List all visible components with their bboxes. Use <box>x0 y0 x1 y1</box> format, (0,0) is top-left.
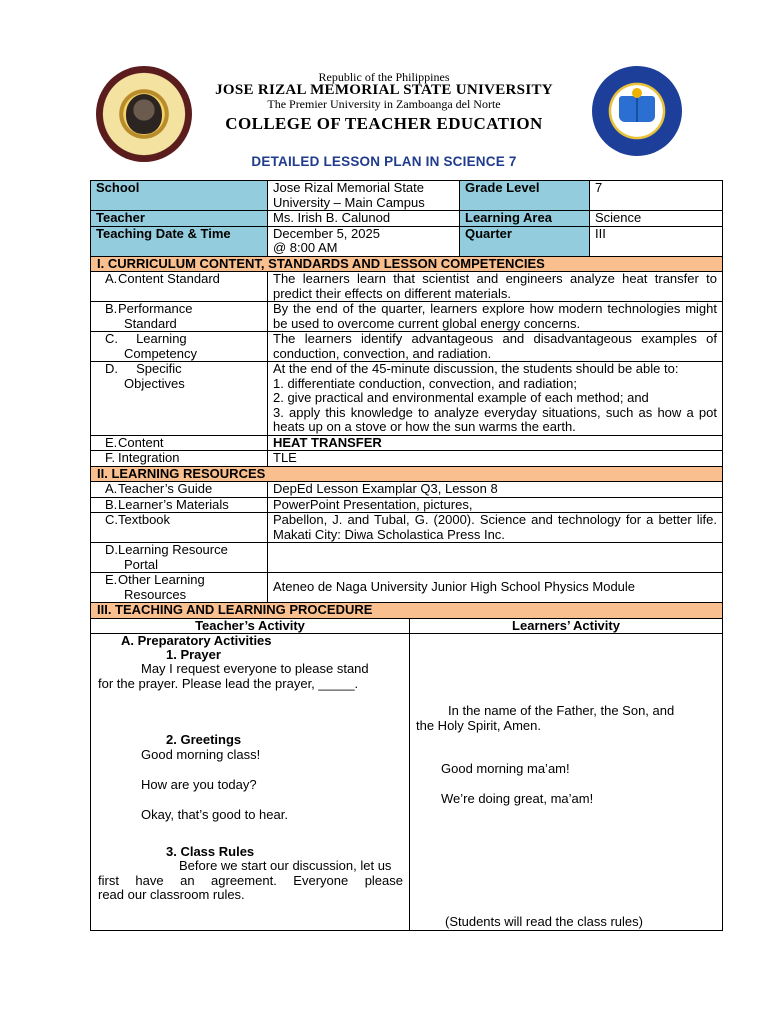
school-label: School <box>91 181 268 211</box>
lesson-plan-table <box>90 180 723 931</box>
learning-resource-portal-value <box>268 543 723 573</box>
learning-area-value: Science <box>590 211 723 227</box>
learning-resource-portal-label-1: Learning Resource <box>118 542 228 557</box>
class-rules-line-2: first have an agreement. Everyone please <box>98 873 403 888</box>
info-row-teacher <box>91 211 723 227</box>
performance-standard-letter: B. <box>105 301 118 316</box>
document-title: DETAILED LESSON PLAN IN SCIENCE 7 <box>251 154 517 169</box>
teachers-guide-label-text: Teacher’s Guide <box>118 481 213 496</box>
teachers-guide-value: DepEd Lesson Examplar Q3, Lesson 8 <box>268 482 723 498</box>
teachers-activity-header: Teacher’s Activity <box>91 618 410 634</box>
greeting-response-1: Good morning ma’am! <box>441 761 570 776</box>
preparatory-activities-heading: A. Preparatory Activities <box>121 633 272 648</box>
teaching-date-line-2: @ 8:00 AM <box>273 240 338 255</box>
document-header <box>0 0 768 150</box>
info-row-school <box>91 181 723 211</box>
performance-standard-label <box>91 302 268 332</box>
content-label-text: Content <box>118 434 164 450</box>
procedure-row <box>91 634 723 931</box>
college-seal-logo <box>592 66 682 156</box>
learning-resource-portal-label <box>91 543 268 573</box>
objectives-intro: At the end of the 45-minute discussion, the students should be able to: <box>273 361 679 376</box>
teachers-activity-cell <box>91 634 410 931</box>
section-2-header-row <box>91 466 723 482</box>
learning-competency-label-2: Competency <box>124 345 197 361</box>
greeting-line-3: Okay, that’s good to hear. <box>141 807 288 822</box>
specific-objectives-label-2: Objectives <box>124 375 185 391</box>
learning-resource-portal-letter: D. <box>105 542 118 557</box>
textbook-label <box>91 513 268 543</box>
teachers-guide-label <box>91 482 268 498</box>
learning-competency-label <box>91 332 268 362</box>
other-resources-letter: E. <box>105 572 118 587</box>
integration-value: TLE <box>268 451 723 467</box>
section-2-title: II. LEARNING RESOURCES <box>91 466 723 482</box>
prayer-heading: 1. Prayer <box>166 647 221 662</box>
teacher-value: Ms. Irish B. Calunod <box>268 211 460 227</box>
greeting-line-2: How are you today? <box>141 777 257 792</box>
learning-competency-label-1: Learning <box>136 331 187 346</box>
performance-standard-value: By the end of the quarter, learners explore how modern technologies might be used to overcome current global energy concerns. <box>268 302 723 332</box>
learners-activity-header: Learners’ Activity <box>410 618 723 634</box>
school-value-line-1: Jose Rizal Memorial State <box>273 180 424 195</box>
other-resources-row <box>91 573 723 603</box>
teachers-guide-letter: A. <box>105 481 118 496</box>
content-value: HEAT TRANSFER <box>268 435 723 451</box>
specific-objectives-label <box>91 362 268 436</box>
objective-3: 3. apply this knowledge to analyze everyday situations, such as how a pot heats up on a stove or how the sun warms the earth. <box>273 404 717 434</box>
content-letter: E. <box>105 434 118 450</box>
class-rules-line-1: Before we start our discussion, let us <box>179 858 392 873</box>
school-value-line-2: University – Main Campus <box>273 194 425 210</box>
specific-objectives-value <box>268 362 723 436</box>
learners-materials-value: PowerPoint Presentation, pictures, <box>268 497 723 513</box>
learning-competency-value: The learners identify advantageous and disadvantageous examples of conduction, convection, and radiation. <box>268 332 723 362</box>
grade-level-value: 7 <box>590 181 723 211</box>
section-1-title: I. CURRICULUM CONTENT, STANDARDS AND LESSON COMPETENCIES <box>91 256 723 272</box>
teacher-label: Teacher <box>91 211 268 227</box>
learners-materials-letter: B. <box>105 496 118 512</box>
specific-objectives-letter: D. <box>105 361 118 376</box>
learning-area-label: Learning Area <box>460 211 590 227</box>
learning-competency-row <box>91 332 723 362</box>
prayer-response-line-1: In the name of the Father, the Son, and <box>448 703 675 718</box>
section-1-header-row <box>91 256 723 272</box>
objective-1: 1. differentiate conduction, convection, and radiation; <box>273 375 578 391</box>
class-rules-response: (Students will read the class rules) <box>445 914 643 929</box>
textbook-value: Pabellon, J. and Tubal, G. (2000). Science and technology for a better life. Makati City: Diwa Scholastica Press Inc. <box>268 513 723 543</box>
content-standard-value: The learners learn that scientist and engineers analyze heat transfer to predict their effects on different materials. <box>268 272 723 302</box>
teaching-date-line-1: December 5, 2025 <box>273 225 380 241</box>
learning-competency-letter: C. <box>105 331 118 346</box>
integration-letter: F. <box>105 450 116 465</box>
school-value <box>268 181 460 211</box>
university-tagline: The Premier University in Zamboanga del Norte <box>267 97 501 111</box>
textbook-letter: C. <box>105 512 118 527</box>
class-rules-heading: 3. Class Rules <box>166 844 255 859</box>
performance-standard-row <box>91 302 723 332</box>
greeting-line-1: Good morning class! <box>141 747 261 762</box>
specific-objectives-label-1: Specific <box>136 361 182 376</box>
content-standard-label <box>91 272 268 302</box>
university-name: JOSE RIZAL MEMORIAL STATE UNIVERSITY <box>215 82 553 98</box>
integration-row <box>91 451 723 467</box>
quarter-value: III <box>590 226 723 256</box>
performance-standard-label-1: Performance <box>118 301 193 316</box>
info-row-date <box>91 226 723 256</box>
other-resources-label <box>91 573 268 603</box>
content-standard-label-text: Content Standard <box>118 271 220 286</box>
integration-label <box>91 451 268 467</box>
content-row <box>91 435 723 451</box>
activity-columns-header-row <box>91 618 723 634</box>
college-name: COLLEGE OF TEACHER EDUCATION <box>225 114 543 133</box>
quarter-label: Quarter <box>460 226 590 256</box>
prayer-response-line-2: the Holy Spirit, Amen. <box>416 718 541 733</box>
other-resources-label-2: Resources <box>124 586 187 602</box>
learners-materials-label <box>91 497 268 513</box>
republic-line: Republic of the Philippines <box>318 70 450 84</box>
teachers-guide-row <box>91 482 723 498</box>
other-resources-value: Ateneo de Naga University Junior High School Physics Module <box>268 573 723 603</box>
textbook-label-text: Textbook <box>118 512 171 527</box>
prayer-text-line-2: for the prayer. Please lead the prayer, _____. <box>98 676 359 691</box>
textbook-row <box>91 513 723 543</box>
teaching-date-label: Teaching Date & Time <box>91 226 268 256</box>
other-resources-label-1: Other Learning <box>118 572 205 587</box>
grade-level-label: Grade Level <box>460 181 590 211</box>
section-3-title: III. TEACHING AND LEARNING PROCEDURE <box>91 603 723 619</box>
specific-objectives-row <box>91 362 723 436</box>
learners-materials-label-text: Learner’s Materials <box>118 496 229 512</box>
teaching-date-value <box>268 226 460 256</box>
objective-2: 2. give practical and environmental example of each method; and <box>273 390 649 405</box>
performance-standard-label-2: Standard <box>124 315 177 331</box>
content-standard-row <box>91 272 723 302</box>
content-label <box>91 435 268 451</box>
learners-materials-row <box>91 497 723 513</box>
prayer-text-line-1: May I request everyone to please stand <box>141 661 369 676</box>
content-standard-letter: A. <box>105 271 118 286</box>
greetings-heading: 2. Greetings <box>166 732 242 747</box>
section-3-header-row <box>91 603 723 619</box>
learners-activity-cell <box>410 634 723 931</box>
greeting-response-2: We’re doing great, ma’am! <box>441 791 594 806</box>
integration-label-text: Integration <box>118 450 180 465</box>
learning-resource-portal-label-2: Portal <box>124 556 158 572</box>
class-rules-line-3: read our classroom rules. <box>98 887 245 902</box>
learning-resource-portal-row <box>91 543 723 573</box>
